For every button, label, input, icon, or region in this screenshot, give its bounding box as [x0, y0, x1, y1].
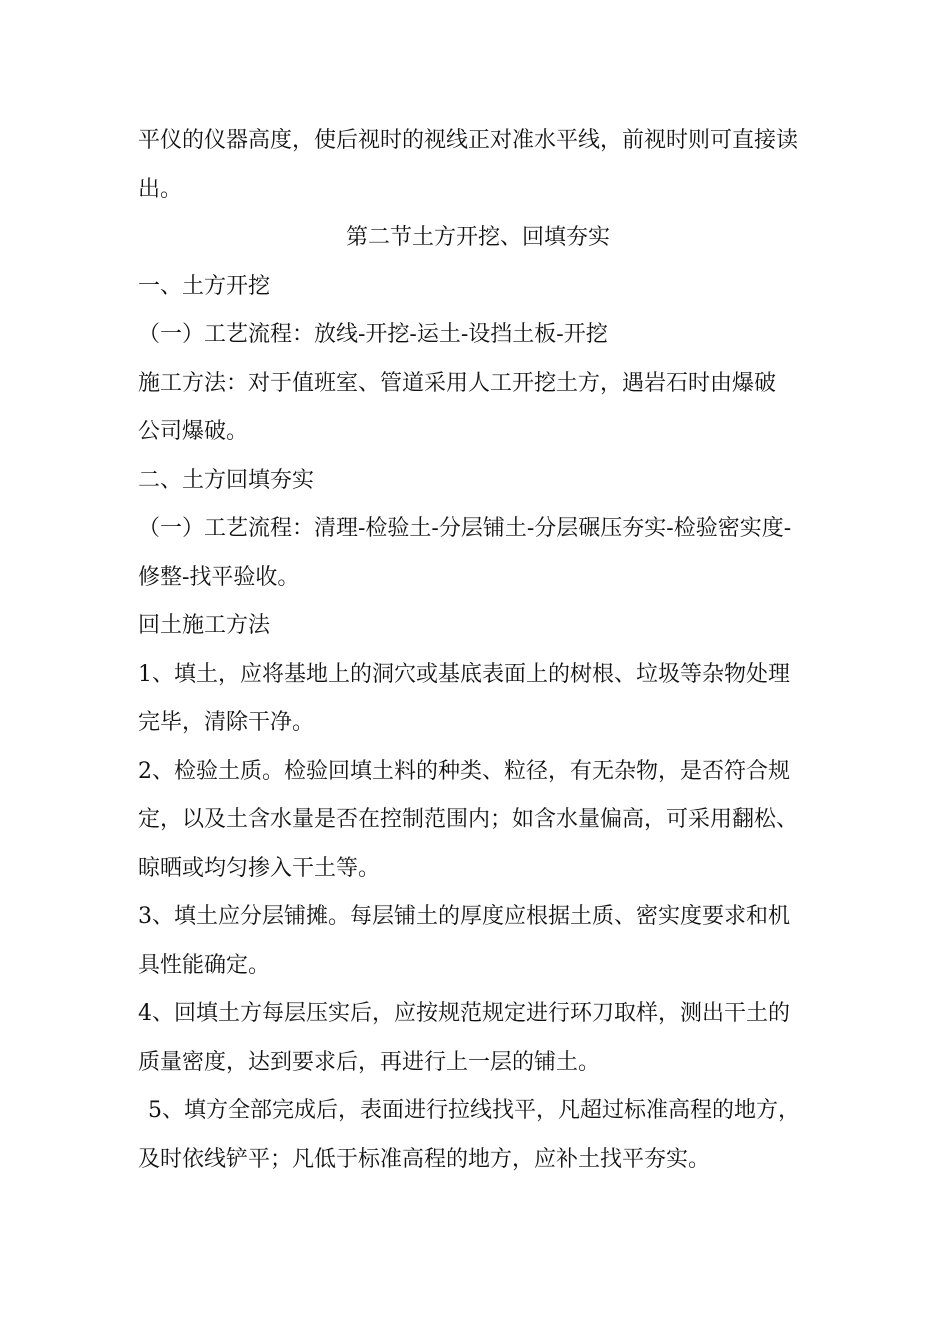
list-item-5: 5、填方全部完成后，表面进行拉线找平，凡超过标准高程的地方， — [148, 1098, 800, 1123]
text-line: 出。 — [138, 176, 183, 202]
text-line: 具性能确定。 — [138, 952, 271, 978]
subsection-heading: 一、土方开挖 — [138, 273, 271, 299]
list-item-3: 3、填土应分层铺摊。每层铺土的厚度应根据土质、密实度要求和机 — [138, 904, 790, 929]
subsection-heading: 二、土方回填夯实 — [138, 467, 315, 493]
text-line: 定，以及土含水量是否在控制范围内；如含水量偏高，可采用翻松、 — [138, 807, 799, 832]
document-body — [138, 117, 818, 1184]
text-line: 质量密度，达到要求后，再进行上一层的铺土。 — [138, 1049, 601, 1075]
text-line: 完毕，清除干净。 — [138, 710, 315, 735]
text-line: 平仪的仪器高度，使后视时的视线正对准水平线，前视时则可直接读 — [138, 128, 799, 153]
text-line: 修整-找平验收。 — [138, 564, 300, 590]
list-item-4: 4、回填土方每层压实后，应按规范规定进行环刀取样，测出干土的 — [138, 1001, 790, 1026]
text-line: 晾晒或均匀掺入干土等。 — [138, 855, 381, 881]
list-item-1: 1、填土，应将基地上的洞穴或基底表面上的树根、垃圾等杂物处理 — [138, 661, 790, 687]
process-flow-line: （一）工艺流程：清理-检验土-分层铺土-分层碾压夯实-检验密实度- — [138, 516, 792, 541]
text-line: 公司爆破。 — [138, 419, 249, 444]
method-heading: 回土施工方法 — [138, 613, 271, 638]
process-flow-line: （一）工艺流程：放线-开挖-运土-设挡土板-开挖 — [138, 322, 608, 347]
text-line: 施工方法：对于值班室、管道采用人工开挖土方，遇岩石时由爆破 — [138, 370, 777, 396]
text-line: 及时依线铲平；凡低于标准高程的地方，应补土找平夯实。 — [138, 1146, 711, 1172]
section-heading: 第二节土方开挖、回填夯实 — [345, 225, 610, 250]
list-item-2: 2、检验土质。检验回填土料的种类、粒径，有无杂物，是否符合规 — [138, 758, 790, 784]
